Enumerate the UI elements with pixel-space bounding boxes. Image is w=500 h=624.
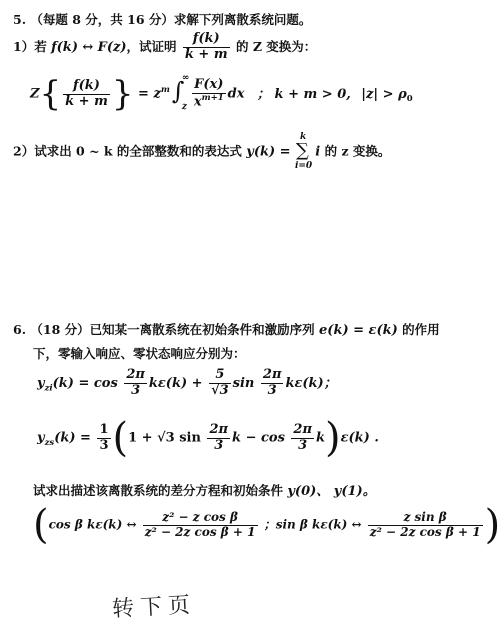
yzi-term2: sin xyxy=(232,375,255,391)
q6-hint: (cos β kε(k) ↔ $\frac{\text{z² − z cos β}}{\text{z² − 2z cos β + 1}}$ ；sin β kε(k) ↔ $\frac{\text{z sin β}}{\text{z² − 2z cos β + 1}}$ ) xyxy=(33,502,500,548)
q5-integrand-den: x xyxy=(193,94,202,110)
yzi-frac2-den: √3 xyxy=(211,382,229,398)
yzs-lhs-sub: zs xyxy=(44,438,55,449)
z-transform-symbol: Z xyxy=(30,86,40,102)
yzs-term1: 1 + √3 sin xyxy=(128,430,201,446)
integral-lower: z xyxy=(181,102,187,112)
yzi-lhs: y xyxy=(37,375,45,391)
hint-cos-pair: cos β kε(k) ↔ xyxy=(48,517,137,532)
yzi-frac1 xyxy=(124,368,147,399)
handwritten-note: 转下页 xyxy=(111,592,197,623)
yzi-frac3-num: 2π xyxy=(262,367,282,382)
q5-p1-frac-num: f(k) xyxy=(183,32,230,48)
q6-heading-tail: 的作用 xyxy=(402,322,440,337)
q6-ask-text: 试求出描述该离散系统的差分方程和初始条件 xyxy=(33,483,284,498)
q5-cond2: |z| > ρ xyxy=(361,86,407,102)
q5-p1-fraction xyxy=(183,32,230,63)
q5-p1-fk: f(k) xyxy=(51,39,78,55)
q5-formula: Z{ $\frac{f(k)}{k + m}$ } = $z^m$ ∫ ∞ z $\frac{F(x)}{x^{m+1}}$ dx ； k + m > 0, $|z| > \rho_0$ xyxy=(30,73,413,114)
q6-ask-math: y(0)、 y(1)。 xyxy=(287,484,376,499)
q6-yzi-formula xyxy=(37,368,337,399)
q5-p1-prefix: 1）若 xyxy=(13,38,47,54)
yzs-frac2-den: 3 xyxy=(214,437,224,453)
integral-sign: ∫ ∞ z xyxy=(171,73,190,112)
q5-p2-suffix: 的 z 变换。 xyxy=(324,143,391,159)
hint-frac1-den: z² − 2z cos β + 1 xyxy=(144,524,256,539)
yzs-frac3 xyxy=(291,423,314,454)
q5-formula-frac-num: f(k) xyxy=(63,79,110,95)
hint-frac1-num: z² − z cos β xyxy=(143,511,258,526)
q5-part2-line xyxy=(13,134,390,170)
yzs-frac1-den: 3 xyxy=(99,437,109,453)
yzs-frac3-den: 3 xyxy=(298,437,308,453)
yzs-lhs-arg: (k) = xyxy=(54,430,91,446)
q5-p1-Fz: F(z) xyxy=(97,39,127,55)
yzi-frac2-num: 5 xyxy=(209,368,231,384)
q6-heading xyxy=(13,320,440,338)
yzs-frac1-num: 1 xyxy=(99,421,109,437)
q6-heading-math: e(k) = ε(k) xyxy=(319,323,398,338)
q5-p2-yk: y(k) = xyxy=(246,144,291,160)
q5-integrand-num: F(x) xyxy=(192,78,226,94)
q5-formula-frac-den: k + m xyxy=(65,93,108,109)
q5-p2-text: 2）试求出 0 ~ k 的全部整数和的表达式 xyxy=(13,143,242,159)
q6-yzs-formula: $y_{zs}(k)$ = $\frac{1}{3}$ (1 + √3 sin $\frac{2\pi}{3}$ k − cos $\frac{2\pi}{3}$ k)ε(k) . xyxy=(37,415,379,461)
q5-p1-suffix: 的 Z 变换为： xyxy=(235,38,317,54)
yzs-frac2-num: 2π xyxy=(209,421,229,437)
yzi-lhs-sub: zi xyxy=(44,383,53,394)
sum-term: i xyxy=(315,144,321,160)
yzs-frac1 xyxy=(97,423,110,454)
yzi-lhs-arg: (k) = cos xyxy=(52,375,118,391)
yzs-term3: k xyxy=(315,430,325,446)
q5-formula-fraction xyxy=(63,79,110,110)
q5-cond2-sub: 0 xyxy=(406,94,413,105)
q6-heading-text: 6. （18 分）已知某一离散系统在初始条件和激励序列 xyxy=(13,322,315,337)
yzi-frac3 xyxy=(261,368,284,399)
q5-integrand xyxy=(192,78,226,110)
yzs-term4: ε(k) . xyxy=(340,430,379,446)
hint-frac2 xyxy=(368,511,483,540)
integral-upper: ∞ xyxy=(181,73,190,83)
q6-line2: 下，零输入响应、零状态响应分别为： xyxy=(33,346,246,361)
sum-upper: k xyxy=(299,132,307,142)
q5-formula-eq: = z xyxy=(138,86,161,102)
yzi-term3: kε(k)； xyxy=(285,375,337,391)
q5-cond1: ； k + m > 0, xyxy=(257,86,351,102)
hint-frac2-den: z² − 2z cos β + 1 xyxy=(369,524,481,539)
yzi-frac2 xyxy=(209,368,231,399)
summation-sign: k ∑ i=0 xyxy=(294,132,313,171)
hint-sin-pair: ；sin β kε(k) ↔ xyxy=(263,517,362,532)
hint-frac2-num: z sin β xyxy=(368,511,483,526)
q5-heading: 5. （每题 8 分，共 16 分）求解下列离散系统问题。 xyxy=(13,12,312,27)
q6-ask-line xyxy=(33,480,376,499)
yzi-frac3-den: 3 xyxy=(267,382,277,398)
sum-lower: i=0 xyxy=(294,161,313,171)
yzi-frac1-den: 3 xyxy=(131,382,141,398)
q5-integrand-den-sup: m+1 xyxy=(201,92,224,103)
hint-frac1 xyxy=(143,511,258,540)
q5-p1-mid: ，试证明 xyxy=(126,38,177,54)
yzs-frac2 xyxy=(207,423,230,454)
yzs-frac3-num: 2π xyxy=(293,421,312,437)
q5-p1-frac-den: k + m xyxy=(184,46,228,62)
q5-p1-arrow: ↔ xyxy=(82,39,94,55)
yzi-term1: kε(k) + xyxy=(148,375,203,391)
yzs-lhs: y xyxy=(37,430,45,446)
q5-dx: dx xyxy=(227,86,245,102)
q5-formula-eq-sup: m xyxy=(160,85,170,96)
yzs-term2: k − cos xyxy=(232,430,285,446)
q5-part1-line xyxy=(13,32,316,63)
yzi-frac1-num: 2π xyxy=(126,367,145,382)
